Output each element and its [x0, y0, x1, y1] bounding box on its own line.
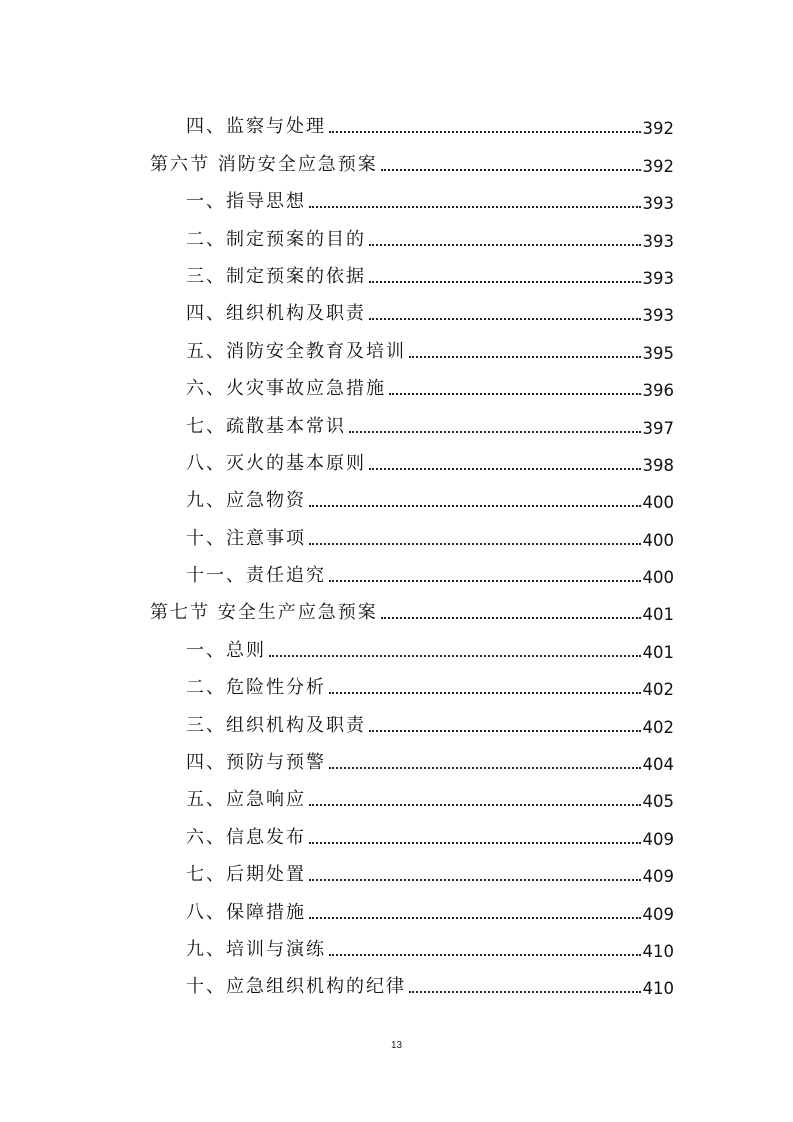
- page-number: 13: [390, 1040, 403, 1051]
- dot-leader: [309, 842, 641, 844]
- toc-entry-page-number: 393: [642, 231, 674, 251]
- toc-entry-title: 八、保障措施: [186, 901, 306, 923]
- toc-entry-page-number: 400: [642, 530, 674, 550]
- toc-entry-title: 七、后期处置: [186, 864, 306, 886]
- toc-entry-title: 十、应急组织机构的纪律: [186, 976, 406, 998]
- toc-entry-page-number: 392: [642, 156, 674, 176]
- dot-leader: [309, 206, 641, 208]
- toc-entry-title: 六、信息发布: [186, 826, 306, 848]
- dot-leader: [329, 767, 641, 769]
- dot-leader: [329, 131, 641, 133]
- toc-entry-title: 四、预防与预警: [186, 752, 326, 774]
- toc-entry-title: 三、制定预案的依据: [186, 265, 366, 287]
- toc-entry[interactable]: [150, 325, 674, 362]
- toc-entry-page-number: 396: [642, 381, 674, 401]
- toc-entry[interactable]: [150, 288, 674, 325]
- toc-entry-title: 一、总则: [186, 639, 266, 661]
- toc-entry-title: 第七节 安全生产应急预案: [150, 602, 378, 624]
- toc-entry-page-number: 405: [642, 792, 674, 812]
- dot-leader: [369, 281, 641, 283]
- dot-leader: [309, 879, 641, 881]
- dot-leader: [369, 730, 641, 732]
- toc-section-entry[interactable]: [150, 587, 674, 624]
- dot-leader: [409, 991, 641, 993]
- toc-entry[interactable]: [150, 101, 674, 138]
- toc-entry-page-number: 398: [642, 455, 674, 475]
- dot-leader: [329, 954, 641, 956]
- toc-entry-page-number: 409: [642, 904, 674, 924]
- toc-entry[interactable]: [150, 363, 674, 400]
- toc-entry-title: 六、火灾事故应急措施: [186, 378, 386, 400]
- toc-entry[interactable]: [150, 737, 674, 774]
- toc-entry-title: 十、注意事项: [186, 527, 306, 549]
- toc-entry-page-number: 397: [642, 418, 674, 438]
- toc-entry-page-number: 400: [642, 493, 674, 513]
- toc-entry-title: 二、制定预案的目的: [186, 228, 366, 250]
- toc-entry[interactable]: [150, 699, 674, 736]
- dot-leader: [389, 393, 641, 395]
- toc-entry[interactable]: [150, 512, 674, 549]
- toc-entry[interactable]: [150, 886, 674, 923]
- toc-entry-page-number: 409: [642, 867, 674, 887]
- toc-entry-title: 五、应急响应: [186, 789, 306, 811]
- dot-leader: [309, 543, 641, 545]
- toc-entry-title: 二、危险性分析: [186, 677, 326, 699]
- toc-entry-title: 八、灭火的基本原则: [186, 452, 366, 474]
- dot-leader: [381, 617, 641, 619]
- dot-leader: [309, 505, 641, 507]
- toc-entry[interactable]: [150, 438, 674, 475]
- toc-entry-title: 五、消防安全教育及培训: [186, 340, 406, 362]
- toc-entry[interactable]: [150, 475, 674, 512]
- dot-leader: [349, 431, 641, 433]
- toc-entry-title: 四、监察与处理: [186, 116, 326, 138]
- dot-leader: [369, 318, 641, 320]
- toc-entry-page-number: 392: [642, 119, 674, 139]
- toc-entry-page-number: 402: [642, 680, 674, 700]
- toc-entry-page-number: 400: [642, 568, 674, 588]
- toc-entry-page-number: 393: [642, 194, 674, 214]
- toc-entry[interactable]: [150, 924, 674, 961]
- dot-leader: [329, 692, 641, 694]
- toc-entry[interactable]: [150, 624, 674, 661]
- toc-entry[interactable]: [150, 811, 674, 848]
- toc-entry[interactable]: [150, 662, 674, 699]
- dot-leader: [309, 917, 641, 919]
- toc-entry-page-number: 393: [642, 306, 674, 326]
- dot-leader: [381, 169, 641, 171]
- toc-entry-title: 第六节 消防安全应急预案: [150, 153, 378, 175]
- toc-entry-page-number: 404: [642, 755, 674, 775]
- toc-entry-page-number: 395: [642, 343, 674, 363]
- toc-entry[interactable]: [150, 774, 674, 811]
- toc-entry-page-number: 393: [642, 268, 674, 288]
- toc-section-entry[interactable]: [150, 138, 674, 175]
- toc-entry-title: 一、指导思想: [186, 191, 306, 213]
- dot-leader: [309, 804, 641, 806]
- toc-entry-page-number: 410: [642, 979, 674, 999]
- dot-leader: [369, 468, 641, 470]
- toc-entry-page-number: 402: [642, 717, 674, 737]
- toc-entry-page-number: 401: [642, 605, 674, 625]
- toc-entry-title: 十一、责任追究: [186, 565, 326, 587]
- dot-leader: [369, 244, 641, 246]
- toc-entry[interactable]: [150, 213, 674, 250]
- toc-entry[interactable]: [150, 849, 674, 886]
- dot-leader: [329, 580, 641, 582]
- toc-entry-title: 四、组织机构及职责: [186, 303, 366, 325]
- toc-entry[interactable]: [150, 961, 674, 998]
- toc-entry[interactable]: [150, 400, 674, 437]
- toc-entry[interactable]: [150, 176, 674, 213]
- toc-entry-title: 七、疏散基本常识: [186, 415, 346, 437]
- table-of-contents: [150, 101, 674, 998]
- toc-entry-title: 三、组织机构及职责: [186, 714, 366, 736]
- dot-leader: [409, 356, 641, 358]
- toc-entry-page-number: 410: [642, 941, 674, 961]
- toc-entry[interactable]: [150, 251, 674, 288]
- toc-entry-page-number: 409: [642, 829, 674, 849]
- dot-leader: [269, 655, 641, 657]
- toc-entry-page-number: 401: [642, 642, 674, 662]
- toc-entry-title: 九、应急物资: [186, 490, 306, 512]
- toc-entry-title: 九、培训与演练: [186, 938, 326, 960]
- toc-entry[interactable]: [150, 550, 674, 587]
